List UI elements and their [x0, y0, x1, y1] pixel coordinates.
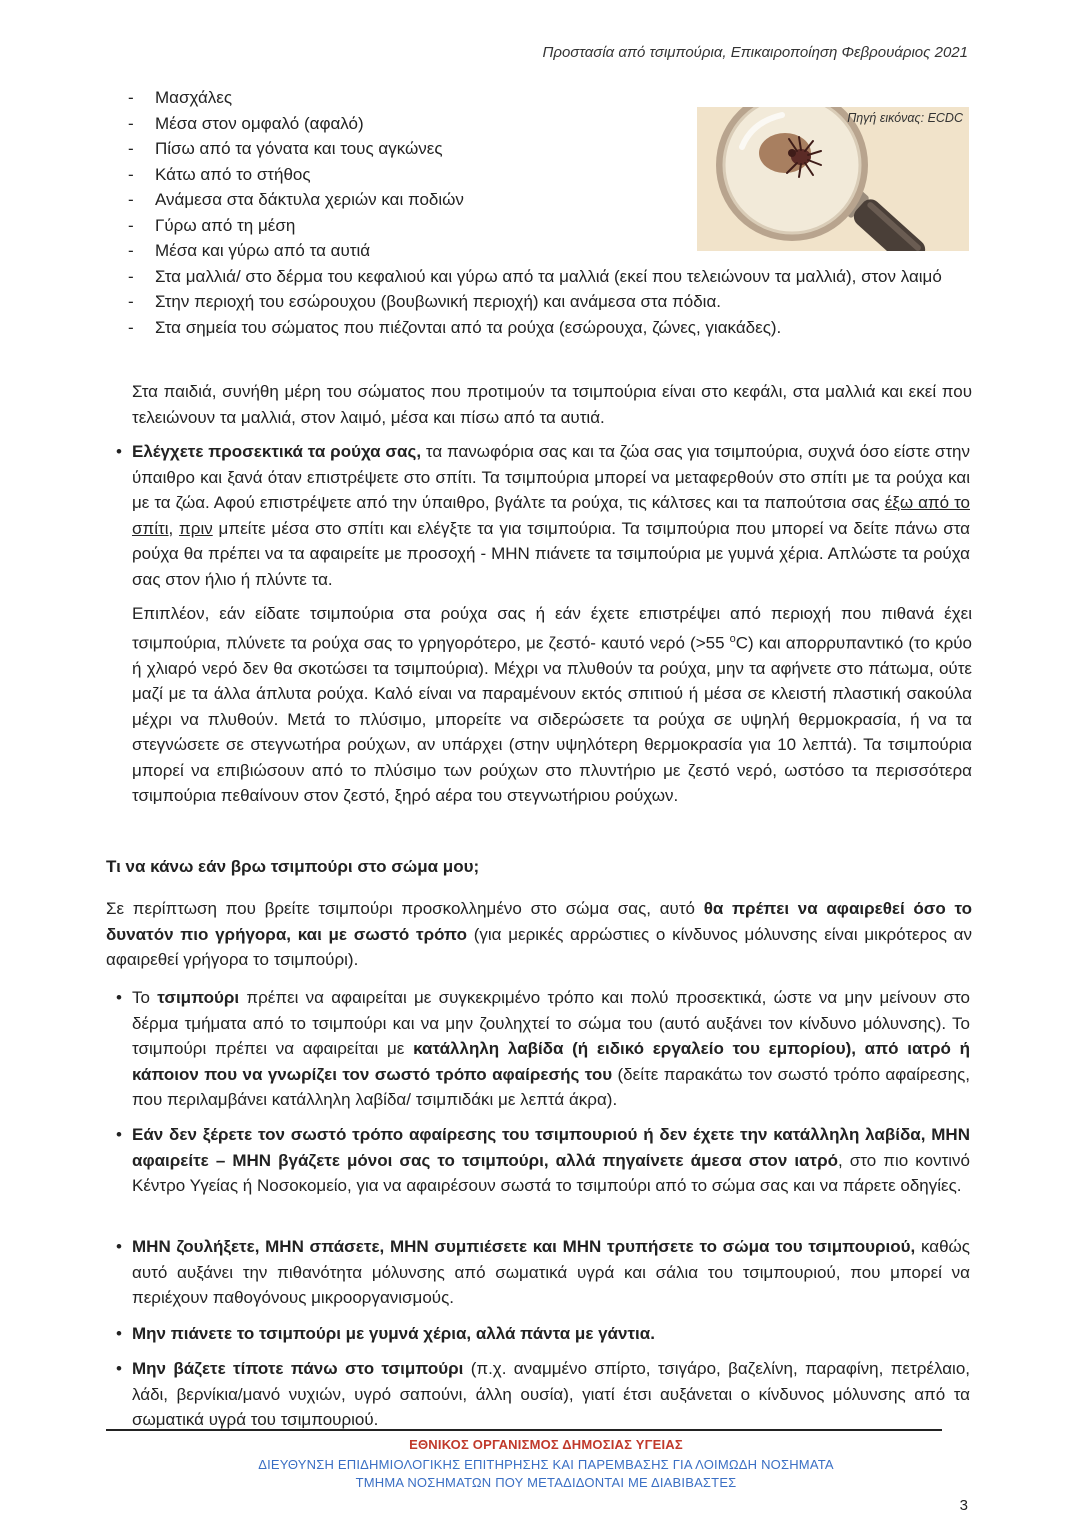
- image-caption: Πηγή εικόνας: ECDC: [847, 111, 963, 125]
- bullet-text: Μην βάζετε τίποτε πάνω στο τσιμπούρι (π.χ. αναμμένο σπίρτο, τσιγάρο, βαζελίνη, παραφίνη, πετρέλαιο, λάδι, βερνίκια/μανό νυχιών, υγρό σαπούνι, άλλη ουσία), γιατί έτσι αυξάνεται ο κίνδυνος μόλυνσης από τα σωματικά υγρά του τσιμπουριού.: [132, 1359, 970, 1429]
- footer-unit: ΤΜΗΜΑ ΝΟΣΗΜΑΤΩΝ ΠΟΥ ΜΕΤΑΔΙΔΟΝΤΑΙ ΜΕ ΔΙΑΒΙΒΑΣΤΕΣ: [355, 1475, 737, 1490]
- running-header: Προστασία από τσιμπούρια, Επικαιροποίηση Φεβρουάριος 2021: [542, 44, 968, 61]
- bullet-text: ΜΗΝ ζουλήξετε, ΜΗΝ σπάσετε, ΜΗΝ συμπιέσετε και ΜΗΝ τρυπήσετε το σώμα του τσιμπουριού, καθώς αυτό αυξάνει την πιθανότητα μόλυνσης από σωματικά υγρά και σάλια του τσιμπουριού, που μπορεί να περιέχουν παθογόνους μικροοργανισμούς.: [132, 1237, 970, 1307]
- bullet-text: Εάν δεν ξέρετε τον σωστό τρόπο αφαίρεσης του τσιμπουριού ή δεν έχετε την κατάλληλη λαβίδα, ΜΗΝ αφαιρείτε – ΜΗΝ βγάζετε μόνοι σας το τσιμπούρι, αλλά πηγαίνετε άμεσα στον ιατρό, στο πιο κοντινό Κέντρο Υγείας ή Νοσοκομείο, για να αφαιρέσουν σωστά το τσιμπούρι από το σώμα σας και να πάρετε οδηγίες.: [132, 1125, 970, 1195]
- bullet-icon: •: [116, 1237, 122, 1256]
- bullet-icon: •: [116, 1324, 122, 1343]
- wash-paragraph: Επιπλέον, εάν είδατε τσιμπούρια στα ρούχα σας ή εάν έχετε επιστρέψει από περιοχή που πιθανά έχει τσιμπούρια, πλύνετε τα ρούχα σας το γρηγορότερο, με ζεστό- καυτό νερό (>55 $^o$C) και απορρυπαντικό (το κρύο ή χλιαρό νερό δεν θα σκοτώσει τα τσιμπούρια). Μέχρι να πλυθούν τα ρούχα, μην τα αφήνετε στο πάτωμα, ούτε μαζί με τα άλλα άπλυτα ρούχα. Καλό είναι να παραμένουν εκτός σπιτιού ή μέσα σε κλειστή πλαστική σακούλα μέχρι να πλυθούν. Μετά το πλύσιμο, μπορείτε να σιδερώσετε τα ρούχα σε υψηλή θερμοκρασία, ή να τα στεγνώσετε σε στεγνωτήρα ρούχων, αν υπάρχει (στην υψηλότερη θερμοκρασία για 10 λεπτά). Τα τσιμπούρια μπορεί να επιβιώσουν από το πλύσιμο των ρούχων στο πλυντήριο με ζεστό νερό, ωστόσο τα περισσότερα τσιμπούρια πεθαίνουν στον ζεστό, ξηρό αέρα του στεγνωτήριου ρούχων.: [132, 604, 972, 806]
- list-item: - Στα μαλλιά/ στο δέρμα του κεφαλιού και γύρω από τα μαλλιά (εκεί που τελειώνουν τα μαλλιά), στον λαιμό: [128, 264, 978, 290]
- bullet-icon: •: [116, 988, 122, 1007]
- bullet-use-gloves: [110, 1321, 970, 1347]
- bullet-check-clothes: [110, 439, 970, 592]
- list-item: - Μέσα στον ομφαλό (αφαλό): [128, 111, 978, 137]
- list-item: - Γύρω από τη μέση: [128, 213, 978, 239]
- bullet-icon: •: [116, 1125, 122, 1144]
- bullet-do-not-squeeze: [110, 1234, 970, 1311]
- bullet-text: Το τσιμπούρι πρέπει να αφαιρείται με συγκεκριμένο τρόπο και πολύ προσεκτικά, ώστε να μην μείνουν στο δέρμα τμήματα από το τσιμπούρι και να μην ζουληχτεί το σώμα του (αυτό αυξάνει τον κίνδυνο μόλυνσης). Το τσιμπούρι πρέπει να αφαιρείται με κατάλληλη λαβίδα (ή ειδικό εργαλείο του εμπορίου), από ιατρό ή κάποιον που να γνωρίζει τον σωστό τρόπο αφαίρεσής του (δείτε παρακάτω τον σωστό τρόπο αφαίρεσης, που περιλαμβάνει κατάλληλη λαβίδα/ τσιμπιδάκι με λεπτά άκρα).: [132, 988, 970, 1109]
- footer-department: ΔΙΕΥΘΥΝΣΗ ΕΠΙΔΗΜΙΟΛΟΓΙΚΗΣ ΕΠΙΤΗΡΗΣΗΣ ΚΑΙ ΠΑΡΕΜΒΑΣΗΣ ΓΙΑ ΛΟΙΜΩΔΗ ΝΟΣΗΜΑΤΑ: [258, 1457, 834, 1472]
- list-item: - Μέσα και γύρω από τα αυτιά: [128, 238, 978, 264]
- list-item: - Στην περιοχή του εσώρουχου (βουβωνική περιοχή) και ανάμεσα στα πόδια.: [128, 289, 978, 315]
- list-item: - Κάτω από το στήθος: [128, 162, 978, 188]
- list-item: - Μασχάλες: [128, 85, 978, 111]
- bullet-icon: •: [116, 1359, 122, 1378]
- bullet-go-to-doctor: [110, 1122, 970, 1199]
- children-paragraph: Στα παιδιά, συνήθη μέρη του σώματος που προτιμούν τα τσιμπούρια είναι στο κεφάλι, στα μαλλιά και εκεί που τελειώνουν τα μαλλιά, στον λαιμό, μέσα και πίσω από τα αυτιά.: [132, 382, 972, 427]
- bullet-remove-correctly: [110, 985, 970, 1113]
- page-number: 3: [959, 1497, 968, 1514]
- bullet-icon: •: [116, 442, 122, 461]
- intro-paragraph: Σε περίπτωση που βρείτε τσιμπούρι προσκολλημένο στο σώμα σας, αυτό θα πρέπει να αφαιρεθεί όσο το δυνατόν πιο γρήγορα, και με σωστό τρόπο (για μερικές αρρώστιες ο κίνδυνος μόλυνσης είναι μικρότερος αν αφαιρεθεί γρήγορα το τσιμπούρι).: [106, 899, 972, 969]
- bullet-apply-nothing: [110, 1356, 970, 1433]
- list-item: - Πίσω από τα γόνατα και τους αγκώνες: [128, 136, 978, 162]
- section-heading: Τι να κάνω εάν βρω τσιμπούρι στο σώμα μου;: [106, 857, 480, 876]
- bullet-text: Μην πιάνετε το τσιμπούρι με γυμνά χέρια, αλλά πάντα με γάντια.: [132, 1324, 655, 1343]
- list-item: - Ανάμεσα στα δάκτυλα χεριών και ποδιών: [128, 187, 978, 213]
- footer-divider: [106, 1429, 942, 1431]
- list-item: - Στα σημεία του σώματος που πιέζονται από τα ρούχα (εσώρουχα, ζώνες, γιακάδες).: [128, 315, 978, 341]
- bullet-text: Ελέγχετε προσεκτικά τα ρούχα σας, τα πανωφόρια σας και τα ζώα σας για τσιμπούρια, συχνά όσο είστε στην ύπαιθρο και ξανά όταν επιστρέψετε στο σπίτι. Τα τσιμπούρια μπορεί να μεταφερθούν στο σπίτι με τα ρούχα και με τα ζώα. Αφού επιστρέψετε από την ύπαιθρο, βγάλτε τα ρούχα, τις κάλτσες και τα παπούτσια σας έξω από το σπίτι, πριν μπείτε μέσα στο σπίτι και ελέγξτε τα για τσιμπούρια. Τα τσιμπούρια που μπορεί να δείτε πάνω στα ρούχα θα πρέπει να τα αφαιρείτε με προσοχή - ΜΗΝ πιάνετε τα τσιμπούρια με γυμνά χέρια. Απλώστε τα ρούχα σας στον ήλιο ή πλύντε τα.: [132, 442, 970, 589]
- footer-organization: ΕΘΝΙΚΟΣ ΟΡΓΑΝΙΣΜΟΣ ΔΗΜΟΣΙΑΣ ΥΓΕΙΑΣ: [409, 1437, 683, 1452]
